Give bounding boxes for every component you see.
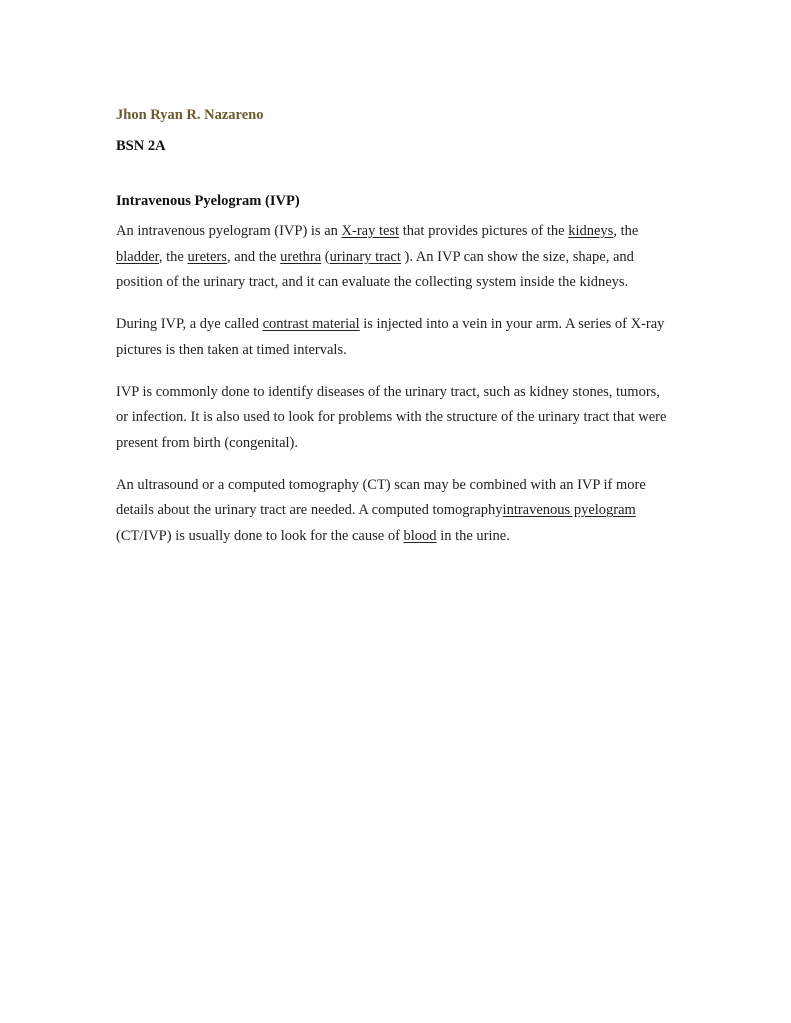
text-span: , the [158,248,188,265]
text-span: An intravenous pyelogram (IVP) is an [116,223,342,239]
text-span: , the [613,223,639,239]
link-intravenous-pyelogram[interactable]: intravenous pyelogram [502,502,636,519]
link-urinary-tract[interactable]: urinary tract [329,248,401,265]
paragraph-1 [116,219,672,296]
text-span: is injected into a vein in your arm. A series of X-ray pictures is then taken at timed intervals. [116,316,665,358]
author-name: Jhon Ryan R. Nazareno [116,107,264,123]
class-section: BSN 2A [116,138,166,154]
document-page [116,104,672,550]
text-span: ( [321,248,330,265]
link-bladder[interactable]: bladder [116,248,159,265]
paragraph-2 [116,312,672,363]
text-span: , and the [226,248,281,265]
text-span: in the urine. [436,528,510,545]
text-span: that provides pictures of the [399,223,569,239]
link-kidneys[interactable]: kidneys [568,223,614,239]
link-x-ray-test[interactable]: X-ray test [341,223,400,239]
document-title: Intravenous Pyelogram (IVP) [116,193,300,209]
link-ureters[interactable]: ureters [187,248,227,265]
paragraph-3: IVP is commonly done to identify diseases of the urinary tract, such as kidney stones, tumors, or infection. It is also used to look for problems with the structure of the urinary tract that were present from birth (congenital). [116,383,667,451]
text-span: An ultrasound or a computed tomography (CT) scan may be combined with an IVP if more details about the urinary tract are needed. A computed tomography [116,476,646,519]
link-contrast-material[interactable]: contrast material [262,316,360,333]
paragraph-4 [116,473,672,550]
text-span: ). An IVP can show the size, shape, and position of the urinary tract, and it can evaluate the collecting system inside the kidneys. [116,248,634,291]
link-blood[interactable]: blood [403,528,437,545]
link-urethra[interactable]: urethra [280,248,322,265]
text-span: During IVP, a dye called [116,316,263,333]
text-span: (CT/IVP) is usually done to look for the cause of [116,528,404,545]
